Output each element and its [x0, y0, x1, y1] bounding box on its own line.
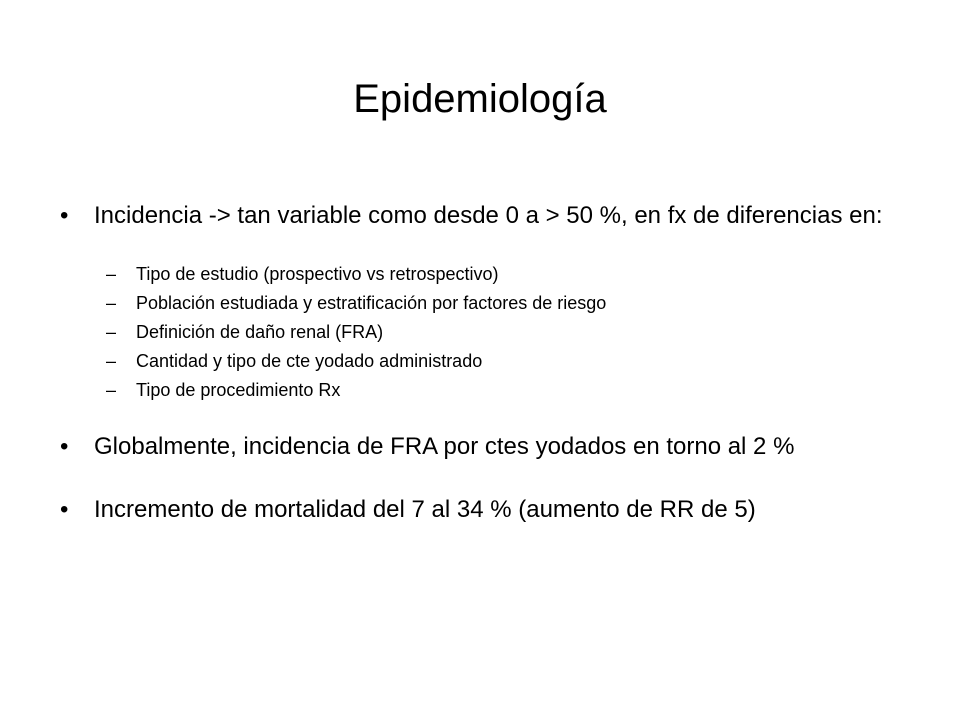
dash-marker: – [106, 322, 117, 342]
bullet-marker: • [60, 433, 69, 460]
sub-item [106, 350, 866, 379]
sub-item-text: Tipo de procedimiento Rx [136, 380, 341, 400]
bullet-marker: • [60, 202, 69, 229]
dash-marker: – [106, 351, 117, 371]
sub-item-text: Cantidad y tipo de cte yodado administrado [136, 351, 483, 371]
sub-item [106, 379, 866, 408]
sub-item [106, 263, 866, 292]
bullet-text: Incremento de mortalidad del 7 al 34 % (aumento de RR de 5) [94, 496, 756, 523]
slide-title: Epidemiología [353, 77, 607, 121]
bullet-text: Globalmente, incidencia de FRA por ctes yodados en torno al 2 % [94, 433, 795, 460]
sub-item-text: Definición de daño renal (FRA) [136, 322, 384, 342]
dash-marker: – [106, 380, 117, 400]
dash-marker: – [106, 293, 117, 313]
sub-item [106, 321, 866, 350]
bullet-text: Incidencia -> tan variable como desde 0 a > 50 %, en fx de diferencias en: [94, 202, 883, 229]
dash-marker: – [106, 264, 117, 284]
sub-item [106, 292, 866, 321]
bullet-marker: • [60, 496, 69, 523]
bullet-incidencia [60, 202, 900, 229]
bullet-mortalidad [60, 496, 900, 523]
sub-item-text: Tipo de estudio (prospectivo vs retrospectivo) [136, 264, 499, 284]
bullet-globalmente [60, 433, 900, 460]
sub-list [106, 263, 866, 408]
sub-item-text: Población estudiada y estratificación por factores de riesgo [136, 293, 607, 313]
